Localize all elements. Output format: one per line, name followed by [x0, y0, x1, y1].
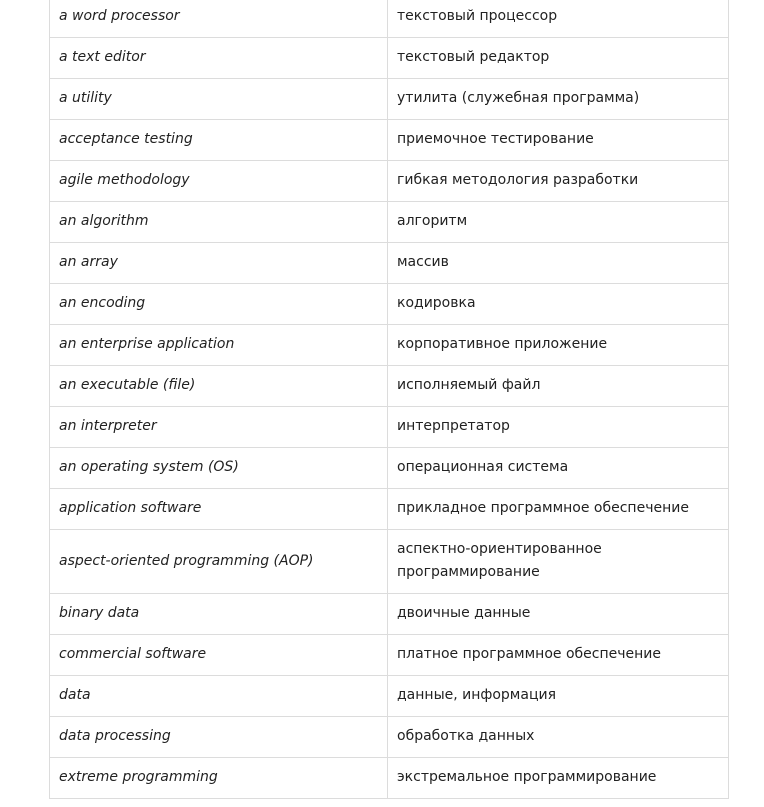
term-cell: an executable (file) — [50, 366, 388, 407]
translation-cell: двоичные данные — [388, 594, 729, 635]
term-cell: application software — [50, 489, 388, 530]
term-cell: extreme programming — [50, 758, 388, 799]
translation-cell: экстремальное программирование — [388, 758, 729, 799]
term-cell: a word processor — [50, 0, 388, 38]
table-row — [50, 202, 729, 243]
term-cell: an operating system (OS) — [50, 448, 388, 489]
table-row — [50, 407, 729, 448]
table-row — [50, 366, 729, 407]
table-row — [50, 120, 729, 161]
translation-cell: операционная система — [388, 448, 729, 489]
table-row — [50, 530, 729, 594]
translation-cell: обработка данных — [388, 717, 729, 758]
table-row — [50, 38, 729, 79]
table-row — [50, 79, 729, 120]
term-cell: an enterprise application — [50, 325, 388, 366]
translation-cell: интерпретатор — [388, 407, 729, 448]
table-row — [50, 161, 729, 202]
table-row — [50, 717, 729, 758]
term-cell: binary data — [50, 594, 388, 635]
term-cell: a text editor — [50, 38, 388, 79]
translation-cell: данные, информация — [388, 676, 729, 717]
term-cell: data processing — [50, 717, 388, 758]
table-row — [50, 448, 729, 489]
table-row — [50, 284, 729, 325]
translation-cell: корпоративное приложение — [388, 325, 729, 366]
table-row — [50, 594, 729, 635]
translation-cell: гибкая методология разработки — [388, 161, 729, 202]
translation-cell: текстовый редактор — [388, 38, 729, 79]
translation-cell: алгоритм — [388, 202, 729, 243]
term-cell: an algorithm — [50, 202, 388, 243]
table-row — [50, 758, 729, 799]
table-row — [50, 489, 729, 530]
translation-cell: исполняемый файл — [388, 366, 729, 407]
term-cell: a utility — [50, 79, 388, 120]
glossary-table — [49, 0, 729, 799]
term-cell: commercial software — [50, 635, 388, 676]
translation-cell: текстовый процессор — [388, 0, 729, 38]
translation-cell: кодировка — [388, 284, 729, 325]
table-row — [50, 243, 729, 284]
translation-cell: массив — [388, 243, 729, 284]
table-row — [50, 676, 729, 717]
translation-cell: аспектно-ориентированное программирование — [388, 530, 729, 594]
term-cell: data — [50, 676, 388, 717]
translation-cell: платное программное обеспечение — [388, 635, 729, 676]
translation-cell: утилита (служебная программа) — [388, 79, 729, 120]
table-row — [50, 325, 729, 366]
table-row — [50, 635, 729, 676]
term-cell: an encoding — [50, 284, 388, 325]
term-cell: acceptance testing — [50, 120, 388, 161]
term-cell: an interpreter — [50, 407, 388, 448]
table-row — [50, 0, 729, 38]
term-cell: aspect-oriented programming (AOP) — [50, 530, 388, 594]
translation-cell: приемочное тестирование — [388, 120, 729, 161]
term-cell: an array — [50, 243, 388, 284]
translation-cell: прикладное программное обеспечение — [388, 489, 729, 530]
term-cell: agile methodology — [50, 161, 388, 202]
